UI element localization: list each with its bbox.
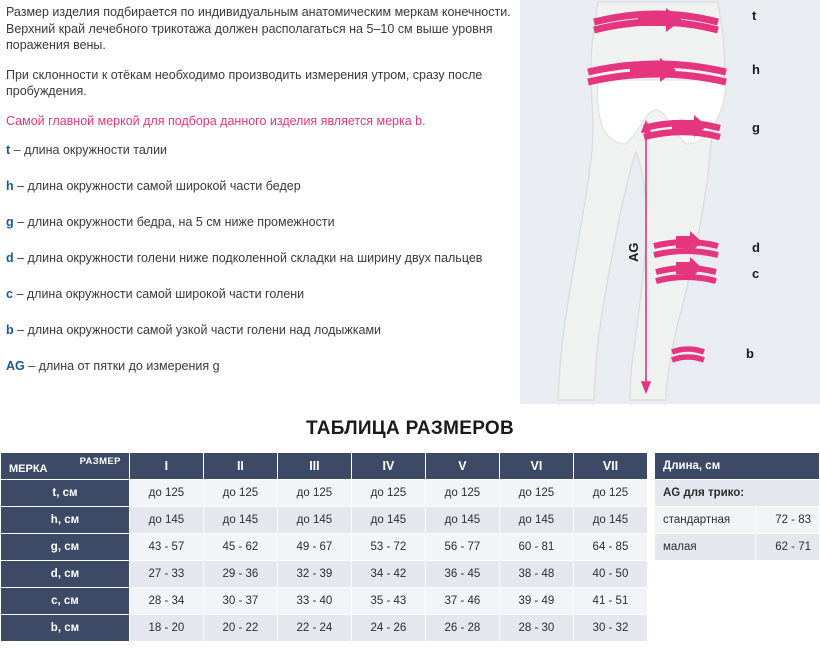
table-row (1, 480, 648, 507)
cell-c-7: 41 - 51 (573, 588, 647, 615)
length-table-header: Длина, см (655, 453, 820, 480)
col-header-2: II (203, 453, 277, 480)
cell-c-1: 28 - 34 (129, 588, 203, 615)
cell-h-3: до 145 (277, 507, 351, 534)
col-header-5: V (425, 453, 499, 480)
cell-b-3: 22 - 24 (277, 615, 351, 642)
page-title: ТАБЛИЦА РАЗМЕРОВ (305, 418, 515, 439)
cell-h-6: до 145 (499, 507, 573, 534)
col-header-1: I (129, 453, 203, 480)
cell-b-6: 28 - 30 (499, 615, 573, 642)
cell-t-3: до 125 (277, 480, 351, 507)
length-table-row (655, 507, 820, 534)
cell-d-6: 38 - 48 (499, 561, 573, 588)
col-header-4: IV (351, 453, 425, 480)
legend-item-d (6, 250, 516, 266)
legend-item-t (6, 142, 516, 158)
cell-g-6: 60 - 81 (499, 534, 573, 561)
legend-key-b: b (6, 323, 14, 337)
table-row (1, 507, 648, 534)
col-header-7: VII (573, 453, 647, 480)
legs-diagram-svg (520, 0, 820, 404)
mark-label-c: c (752, 266, 760, 281)
intro-paragraph-accent: Самой главной меркой для подбора данного изделия является мерка b. (6, 113, 426, 128)
cell-d-1: 27 - 33 (129, 561, 203, 588)
cell-t-5: до 125 (425, 480, 499, 507)
legend-key-ag: AG (6, 359, 25, 373)
cell-b-7: 30 - 32 (573, 615, 647, 642)
mark-label-h: h (752, 62, 760, 77)
row-label-d: d, см (1, 561, 130, 588)
row-label-b: b, см (1, 615, 130, 642)
cell-g-7: 64 - 85 (573, 534, 647, 561)
mark-label-t: t (752, 8, 757, 23)
length-value-standard: 72 - 83 (756, 507, 820, 534)
cell-b-4: 24 - 26 (351, 615, 425, 642)
cell-c-2: 30 - 37 (203, 588, 277, 615)
table-row (1, 615, 648, 642)
length-label-standard: стандартная (655, 507, 756, 534)
ag-label: AG (626, 242, 641, 262)
cell-g-5: 56 - 77 (425, 534, 499, 561)
legend-text-h: – длина окружности самой широкой части бедер (17, 179, 301, 193)
legend-key-h: h (6, 179, 14, 193)
cell-c-4: 35 - 43 (351, 588, 425, 615)
cell-b-5: 26 - 28 (425, 615, 499, 642)
table-corner-cell (1, 453, 130, 480)
mark-label-b: b (746, 346, 754, 361)
measure-band-b (672, 349, 704, 360)
legend-text-d: – длина окружности голени ниже подколенной складки на ширину двух пальцев (17, 251, 483, 265)
cell-b-2: 20 - 22 (203, 615, 277, 642)
cell-t-1: до 125 (129, 480, 203, 507)
table-header-row (1, 453, 648, 480)
cell-g-2: 45 - 62 (203, 534, 277, 561)
row-label-t: t, см (1, 480, 130, 507)
row-label-g: g, см (1, 534, 130, 561)
cell-c-6: 39 - 49 (499, 588, 573, 615)
cell-d-5: 36 - 45 (425, 561, 499, 588)
legend-item-c (6, 286, 516, 302)
cell-d-3: 32 - 39 (277, 561, 351, 588)
legend-key-c: c (6, 287, 13, 301)
cell-t-2: до 125 (203, 480, 277, 507)
cell-t-6: до 125 (499, 480, 573, 507)
cell-d-4: 34 - 42 (351, 561, 425, 588)
col-header-6: VI (499, 453, 573, 480)
cell-h-2: до 145 (203, 507, 277, 534)
cell-g-4: 53 - 72 (351, 534, 425, 561)
length-table-subheader-row (655, 480, 820, 507)
legend-key-g: g (6, 215, 14, 229)
cell-c-5: 37 - 46 (425, 588, 499, 615)
intro-paragraph-2: При склонности к отёкам необходимо производить измерения утром, сразу после пробуждения. (6, 67, 483, 98)
cell-t-7: до 125 (573, 480, 647, 507)
mark-label-d: d (752, 240, 760, 255)
cell-h-4: до 145 (351, 507, 425, 534)
legend-text-g: – длина окружности бедра, на 5 см ниже промежности (17, 215, 335, 229)
cell-c-3: 33 - 40 (277, 588, 351, 615)
row-label-c: c, см (1, 588, 130, 615)
legend-key-d: d (6, 251, 14, 265)
cell-g-3: 49 - 67 (277, 534, 351, 561)
corner-measure-label: МЕРКА (9, 463, 48, 475)
row-label-h: h, см (1, 507, 130, 534)
legend-text-t: – длина окружности талии (13, 143, 168, 157)
mark-label-g: g (752, 120, 760, 135)
description-column (6, 4, 516, 394)
length-table-header-row (655, 453, 820, 480)
size-table (0, 452, 648, 642)
legend-text-c: – длина окружности самой широкой части голени (16, 287, 305, 301)
length-label-small: малая (655, 534, 756, 561)
cell-t-4: до 125 (351, 480, 425, 507)
table-row (1, 561, 648, 588)
cell-g-1: 43 - 57 (129, 534, 203, 561)
legend-item-g (6, 214, 516, 230)
length-table (654, 452, 820, 561)
col-header-3: III (277, 453, 351, 480)
table-row (1, 534, 648, 561)
legend-item-h (6, 178, 516, 194)
corner-size-label: РАЗМЕР (79, 456, 121, 467)
cell-h-5: до 145 (425, 507, 499, 534)
intro-paragraph-1: Размер изделия подбирается по индивидуальным анатомическим меркам конечности. Верхний край лечебного трикотажа должен располагаться на 5–10 см выше уровня поражения вены. (6, 5, 511, 52)
measurement-illustration (520, 0, 820, 404)
length-value-small: 62 - 71 (756, 534, 820, 561)
table-row (1, 588, 648, 615)
length-table-row (655, 534, 820, 561)
legend-item-b (6, 322, 516, 338)
length-table-subheader: AG для трико: (655, 480, 820, 507)
cell-d-7: 40 - 50 (573, 561, 647, 588)
legend-item-ag (6, 358, 516, 374)
legend-key-t: t (6, 143, 11, 157)
legend-text-b: – длина окружности самой узкой части голени над лодыжками (17, 323, 382, 337)
cell-b-1: 18 - 20 (129, 615, 203, 642)
legend-text-ag: – длина от пятки до измерения g (28, 359, 220, 373)
cell-h-7: до 145 (573, 507, 647, 534)
cell-h-1: до 145 (129, 507, 203, 534)
cell-d-2: 29 - 36 (203, 561, 277, 588)
